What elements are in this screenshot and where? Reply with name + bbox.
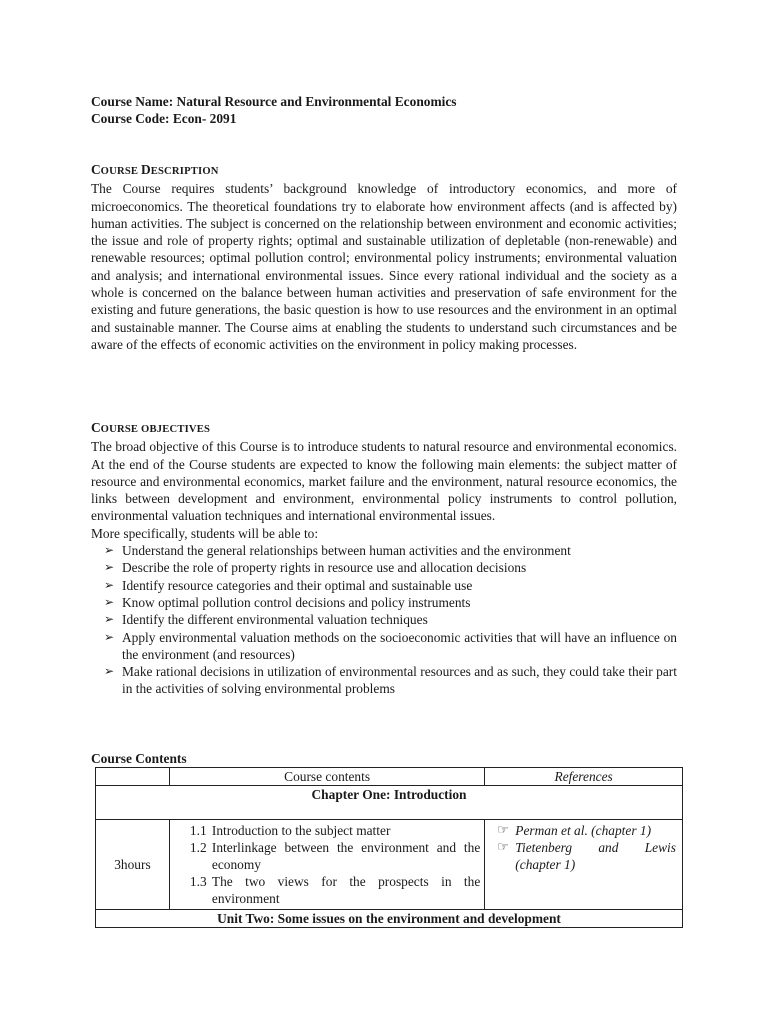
list-item: ➢ Identify resource categories and their optimal and sustainable use (104, 577, 473, 593)
table-row (96, 910, 683, 928)
course-header (91, 93, 677, 128)
hours-cell: 3hours (96, 820, 170, 910)
arrow-bullet-icon: ➢ (104, 629, 115, 644)
references-cell (485, 820, 683, 910)
pointing-hand-icon: ☞ (497, 839, 509, 854)
pointing-hand-icon: ☞ (497, 822, 509, 837)
table-cell (96, 768, 170, 786)
unit-two-title: Unit Two: Some issues on the environment and development (96, 910, 683, 928)
column-header-course-contents: Course contents (169, 768, 484, 786)
list-item: ➢ Know optimal pollution control decisions and policy instruments (104, 594, 471, 610)
list-item: ➢ Describe the role of property rights in resource use and allocation decisions (104, 560, 527, 576)
references-list (493, 822, 676, 873)
list-item: ➢ Make rational decisions in utilization of environmental resources and as such, they could take their part in the activities of solving environmental problems (104, 664, 677, 697)
table-row (96, 820, 683, 910)
list-item: ☞ Perman et al. (chapter 1) (497, 822, 652, 838)
course-description-heading: COURSE DESCRIPTION (91, 162, 219, 177)
course-objectives-heading: COURSE OBJECTIVES (91, 420, 211, 435)
course-objectives-text: The broad objective of this Course is to introduce students to natural resource and environmental economics. At the end of the Course students are expected to know the following main elements: the subject matter of resource and environmental economics, market failure and the environment, natural resource economics, the links between development and environment, environmental policy instruments to control pollution, environmental valuation techniques and international environmental issues. (91, 439, 677, 524)
list-item: ☞ Tietenberg and Lewis (chapter 1) (497, 839, 676, 872)
list-item: 1.3 The two views for the prospects in the environment (189, 874, 481, 906)
course-contents-table (95, 767, 683, 928)
table-row (96, 786, 683, 820)
course-code: Course Code: Econ- 2091 (91, 111, 237, 127)
arrow-bullet-icon: ➢ (104, 594, 115, 609)
column-header-references: References (485, 768, 683, 786)
arrow-bullet-icon: ➢ (104, 560, 115, 575)
topics-cell (169, 820, 484, 910)
table-header-row (96, 768, 683, 786)
arrow-bullet-icon: ➢ (104, 543, 115, 558)
arrow-bullet-icon: ➢ (104, 612, 115, 627)
chapter-one-title: Chapter One: Introduction (96, 786, 683, 820)
arrow-bullet-icon: ➢ (104, 577, 115, 592)
list-item: 1.2 Interlinkage between the environment and the economy (189, 840, 481, 872)
list-item: 1.1 Introduction to the subject matter (189, 823, 391, 838)
arrow-bullet-icon: ➢ (104, 664, 115, 679)
list-item: ➢ Apply environmental valuation methods on the socioeconomic activities that will have an influence on the environment (and resources) (104, 629, 677, 662)
course-description-text: The Course requires students’ background knowledge of introductory economics, and more of microeconomics. The theoretical foundations try to elaborate how environment affects (and is affected by) human activities. The subject is concerned on the relationship between environment and economic activities; the issue and role of property rights; optimal and sustainable utilization of depletable (non-renewable) and renewable resources; optimal pollution control; environmental policy instruments; environmental valuation and analysis; and international environmental issues. Since every rational individual and the society as a whole is concerned on the balance between human activities and preservation of safe environment for the existing and future generations, the basic question is how to use resources and the environment in an optimal and sustainable manner. The Course aims at enabling the students to understand such circumstances and be aware of the effects of economic activities on the environment in policy making processes. (91, 181, 677, 352)
list-item: ➢ Identify the different environmental valuation techniques (104, 612, 428, 628)
objectives-list (91, 542, 677, 698)
list-item: ➢ Understand the general relationships between human activities and the environment (104, 543, 571, 559)
course-name: Course Name: Natural Resource and Environmental Economics (91, 94, 457, 109)
topics-list (190, 822, 480, 907)
course-contents-heading: Course Contents (91, 751, 187, 766)
course-objectives-section (91, 419, 677, 698)
objectives-intro: More specifically, students will be able to: (91, 525, 319, 541)
course-description-section (91, 161, 677, 353)
